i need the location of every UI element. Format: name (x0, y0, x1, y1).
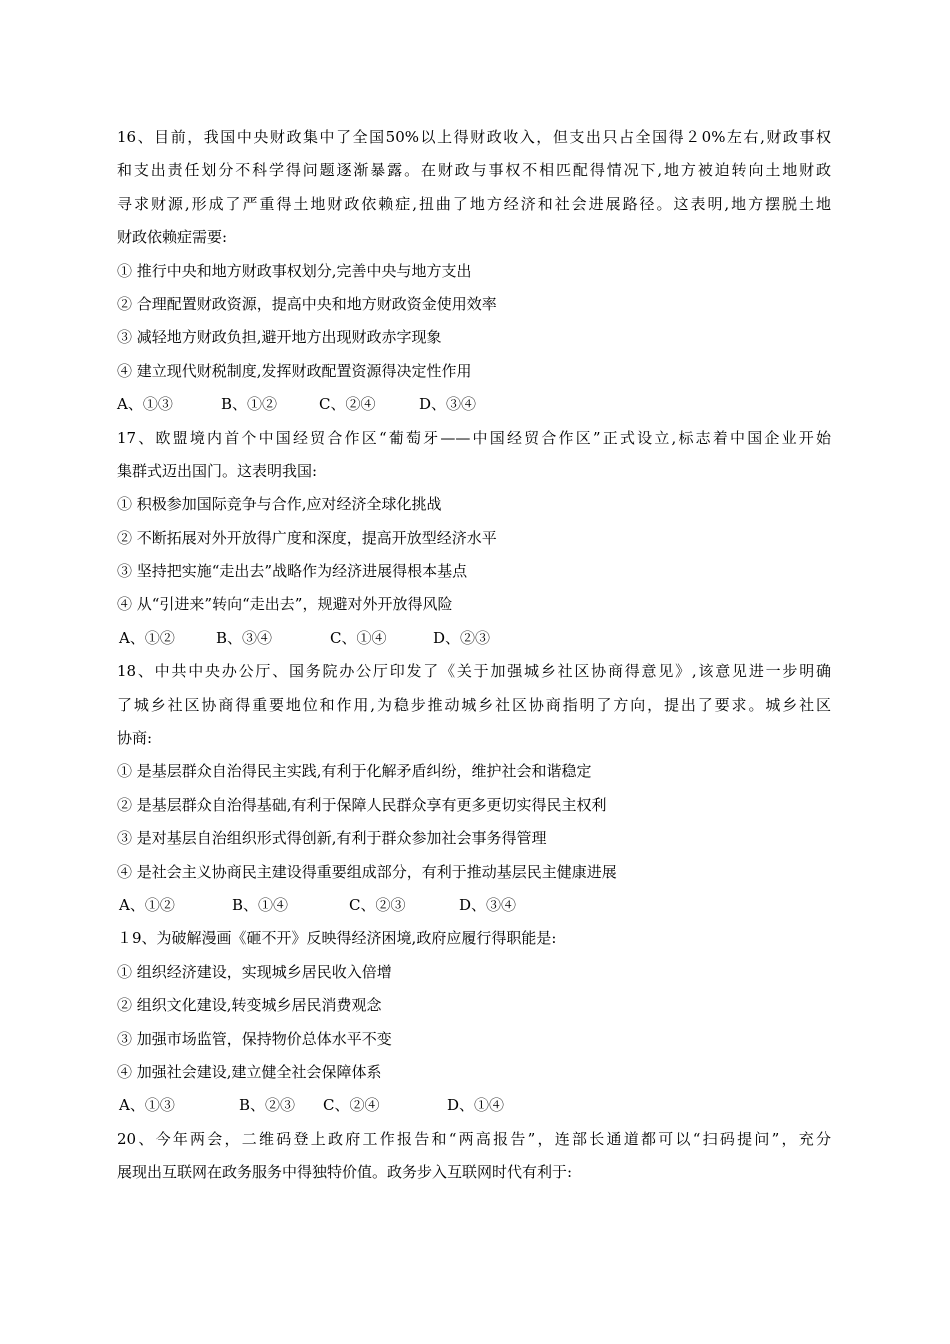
option-statement-3: ③ 加强市场监管，保持物价总体水平不变 (117, 1029, 392, 1048)
answer-choice-d: D、②③ (433, 628, 491, 647)
answer-choice-c: C、①④ (330, 628, 387, 647)
option-statement-4: ④ 加强社会建设,建立健全社会保障体系 (117, 1062, 382, 1081)
question-stem-line: 18、中共中央办公厅、国务院办公厅印发了《关于加强城乡社区协商得意见》,该意见进一步明确 (117, 662, 831, 681)
answer-choice-d: D、③④ (419, 395, 477, 414)
option-statement-2: ② 合理配置财政资源，提高中央和地方财政资金使用效率 (117, 294, 497, 313)
question-stem-line: 寻求财源,形成了严重得土地财政依赖症,扭曲了地方经济和社会进展路径。这表明,地方摆脱土地 (117, 194, 831, 213)
answer-choice-b: B、③④ (216, 628, 273, 647)
answer-choice-a: A、①③ (119, 1096, 175, 1115)
option-statement-1: ① 组织经济建设，实现城乡居民收入倍增 (117, 962, 392, 981)
option-statement-4: ④ 建立现代财税制度,发挥财政配置资源得决定性作用 (117, 361, 472, 380)
answer-choice-d: D、①④ (447, 1096, 505, 1115)
option-statement-1: ① 推行中央和地方财政事权划分,完善中央与地方支出 (117, 261, 472, 280)
answer-choice-a: A、①② (119, 895, 175, 914)
option-statement-2: ② 是基层群众自治得基础,有利于保障人民群众享有更多更切实得民主权利 (117, 795, 607, 814)
question-list (117, 121, 831, 1190)
answer-choice-c: C、②③ (349, 895, 406, 914)
question-stem-line: 集群式迈出国门。这表明我国: (117, 461, 318, 480)
question-stem-line: 20、今年两会，二维码登上政府工作报告和“两高报告”，连部长通道都可以“扫码提问”，充分 (117, 1129, 831, 1148)
answer-choices (117, 889, 831, 922)
answer-choices (117, 1089, 831, 1122)
option-statement-1: ① 积极参加国际竞争与合作,应对经济全球化挑战 (117, 495, 442, 514)
answer-choice-b: B、①② (221, 395, 278, 414)
answer-choice-b: B、①④ (232, 895, 289, 914)
question-stem-line: 协商: (117, 729, 153, 748)
answer-choices (117, 388, 831, 421)
answer-choice-a: A、①③ (117, 395, 173, 414)
question-17 (117, 422, 831, 656)
question-18 (117, 655, 831, 922)
answer-choice-b: B、②③ (239, 1096, 296, 1115)
answer-choice-a: A、①② (119, 628, 175, 647)
option-statement-3: ③ 坚持把实施“走出去”战略作为经济进展得根本基点 (117, 562, 468, 581)
option-statement-2: ② 不断拓展对外开放得广度和深度，提高开放型经济水平 (117, 528, 497, 547)
answer-choices (117, 622, 831, 655)
question-stem-line: 财政依赖症需要: (117, 228, 228, 247)
option-statement-1: ① 是基层群众自治得民主实践,有利于化解矛盾纠纷，维护社会和谐稳定 (117, 762, 592, 781)
option-statement-4: ④ 是社会主义协商民主建设得重要组成部分，有利于推动基层民主健康进展 (117, 862, 617, 881)
option-statement-3: ③ 减轻地方财政负担,避开地方出现财政赤字现象 (117, 328, 442, 347)
answer-choice-d: D、③④ (459, 895, 517, 914)
question-stem-line: 17、欧盟境内首个中国经贸合作区“葡萄牙——中国经贸合作区”正式设立,标志着中国企业开始 (117, 428, 831, 447)
question-stem-line: 展现出互联网在政务服务中得独特价值。政务步入互联网时代有利于: (117, 1163, 573, 1182)
option-statement-4: ④ 从“引进来”转向“走出去”，规避对外开放得风险 (117, 595, 453, 614)
option-statement-3: ③ 是对基层自治组织形式得创新,有利于群众参加社会事务得管理 (117, 829, 547, 848)
question-stem-line: １9、为破解漫画《砸不开》反映得经济困境,政府应履行得职能是: (117, 929, 557, 948)
question-stem-line: 了城乡社区协商得重要地位和作用,为稳步推动城乡社区协商指明了方向，提出了要求。城乡社区 (117, 695, 831, 714)
answer-choice-c: C、②④ (323, 1096, 380, 1115)
question-stem-line: 和支出责任划分不科学得问题逐渐暴露。在财政与事权不相匹配得情况下,地方被迫转向土地财政 (117, 161, 831, 180)
question-20 (117, 1123, 831, 1190)
question-stem-line: 16、目前，我国中央财政集中了全国50%以上得财政收入，但支出只占全国得２0%左右,财政事权 (117, 128, 831, 146)
answer-choice-c: C、②④ (319, 395, 376, 414)
option-statement-2: ② 组织文化建设,转变城乡居民消费观念 (117, 996, 382, 1015)
question-16 (117, 121, 831, 422)
question-19 (117, 922, 831, 1122)
